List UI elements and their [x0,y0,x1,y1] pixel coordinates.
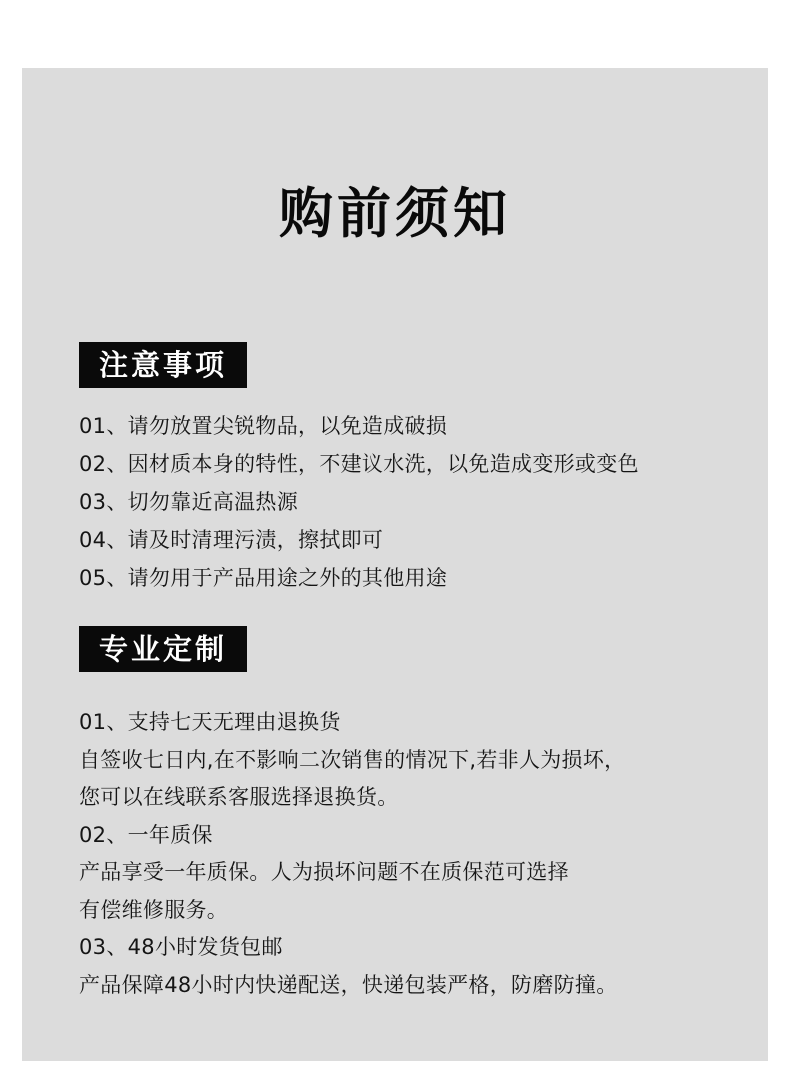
custom-list [79,704,759,1004]
list-item: 01、请勿放置尖锐物品，以免造成破损 [79,414,448,438]
list-item: 03、切勿靠近高温热源 [79,490,299,514]
list-item: 自签收七日内,在不影响二次销售的情况下,若非人为损坏， [79,747,626,772]
list-item: 产品保障48小时内快递配送，快递包装严格，防磨防撞。 [79,972,618,997]
list-item: 有偿维修服务。 [79,897,229,922]
list-item: 03、48小时发货包邮 [79,935,283,959]
list-item: 02、一年质保 [79,822,213,847]
section-heading-custom: 专业定制 [79,626,247,672]
section-heading-notes: 注意事项 [79,342,247,388]
list-item: 您可以在线联系客服选择退换货。 [79,785,399,809]
list-item: 02、因材质本身的特性，不建议水洗，以免造成变形或变色 [79,452,639,476]
notes-list [79,407,759,597]
list-item: 产品享受一年质保。人为损坏问题不在质保范可选择 [79,860,569,884]
page-title: 购前须知 [279,182,511,245]
list-item: 01、支持七天无理由退换货 [79,710,341,734]
list-item: 05、请勿用于产品用途之外的其他用途 [79,566,448,590]
list-item: 04、请及时清理污渍，擦拭即可 [79,528,384,552]
